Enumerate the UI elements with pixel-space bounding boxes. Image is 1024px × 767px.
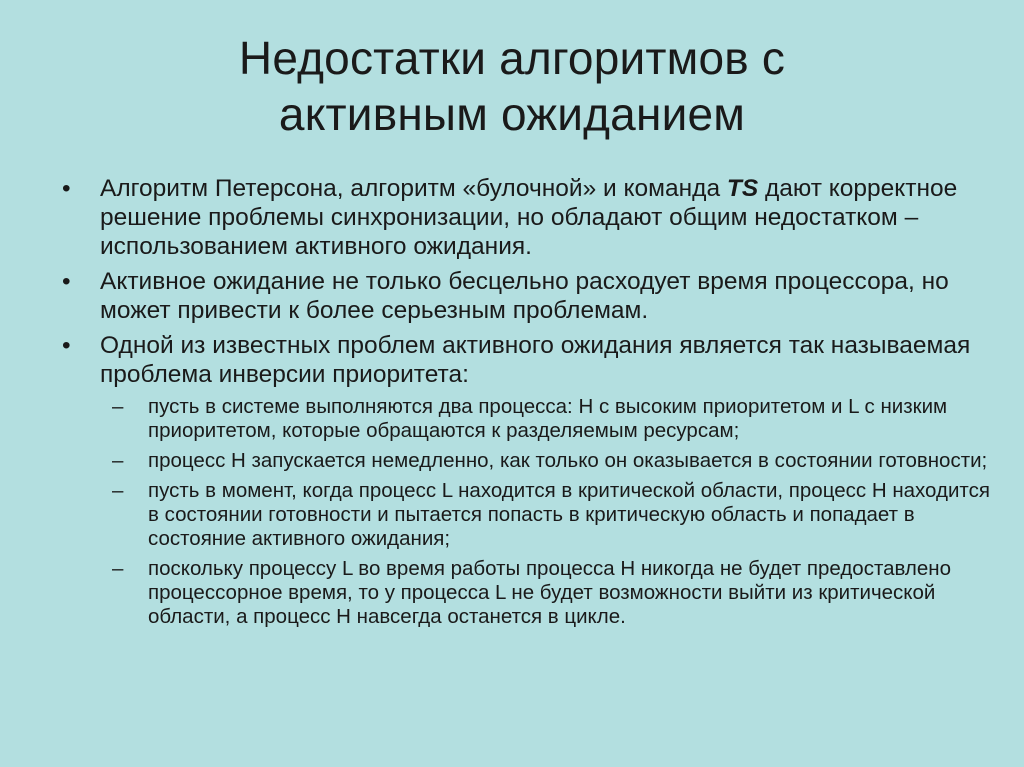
bullet-text-post: дают корректное решение проблемы синхронизации, но обладают общим недостатком – использованием активного ожидания. <box>100 175 958 260</box>
sub-item-text: пусть в системе выполняются два процесса: H с высоким приоритетом и L с низким приоритетом, которые обращаются к разделяемым ресурсам; <box>148 395 948 442</box>
sub-item-text: поскольку процессу L во время работы процесса H никогда не будет предоставлено процессорное время, то у процесса L не будет возможности выйти из критической области, а процесс H навсегда останется в цикле. <box>148 557 952 628</box>
sub-list <box>112 395 992 629</box>
sub-item <box>112 479 992 551</box>
sub-marker: – <box>112 557 124 580</box>
sub-item <box>112 395 992 443</box>
bullet-text-emph: TS <box>726 175 759 202</box>
bullet-text: Одной из известных проблем активного ожидания является так называемая проблема инверсии приоритета: <box>100 332 971 388</box>
sub-marker: – <box>112 395 124 418</box>
title-line-2: активным ожиданием <box>278 88 746 140</box>
sub-marker: – <box>112 449 124 472</box>
bullet-text-pre: Алгоритм Петерсона, алгоритм «булочной» и команда <box>100 175 727 202</box>
bullet-text: Активное ожидание не только бесцельно расходует время процессора, но может привести к более серьезным проблемам. <box>100 268 949 324</box>
sub-item <box>112 449 992 473</box>
bullet-item <box>62 331 992 389</box>
bullet-item <box>62 174 992 261</box>
bullet-marker: • <box>62 268 71 295</box>
bullet-marker: • <box>62 175 71 202</box>
slide-content <box>62 174 992 635</box>
sub-item-text: пусть в момент, когда процесс L находится в критической области, процесс H находится в состоянии готовности и пытается попасть в критическую область и попадает в состояние активного ожидания; <box>148 479 990 550</box>
bullet-marker: • <box>62 332 71 359</box>
title-line-1: Недостатки алгоритмов с <box>238 32 786 84</box>
sub-item-text: процесс H запускается немедленно, как только он оказывается в состоянии готовности; <box>148 449 988 472</box>
slide-title <box>0 30 1024 142</box>
sub-item <box>112 557 992 629</box>
sub-marker: – <box>112 479 124 502</box>
bullet-item <box>62 267 992 325</box>
